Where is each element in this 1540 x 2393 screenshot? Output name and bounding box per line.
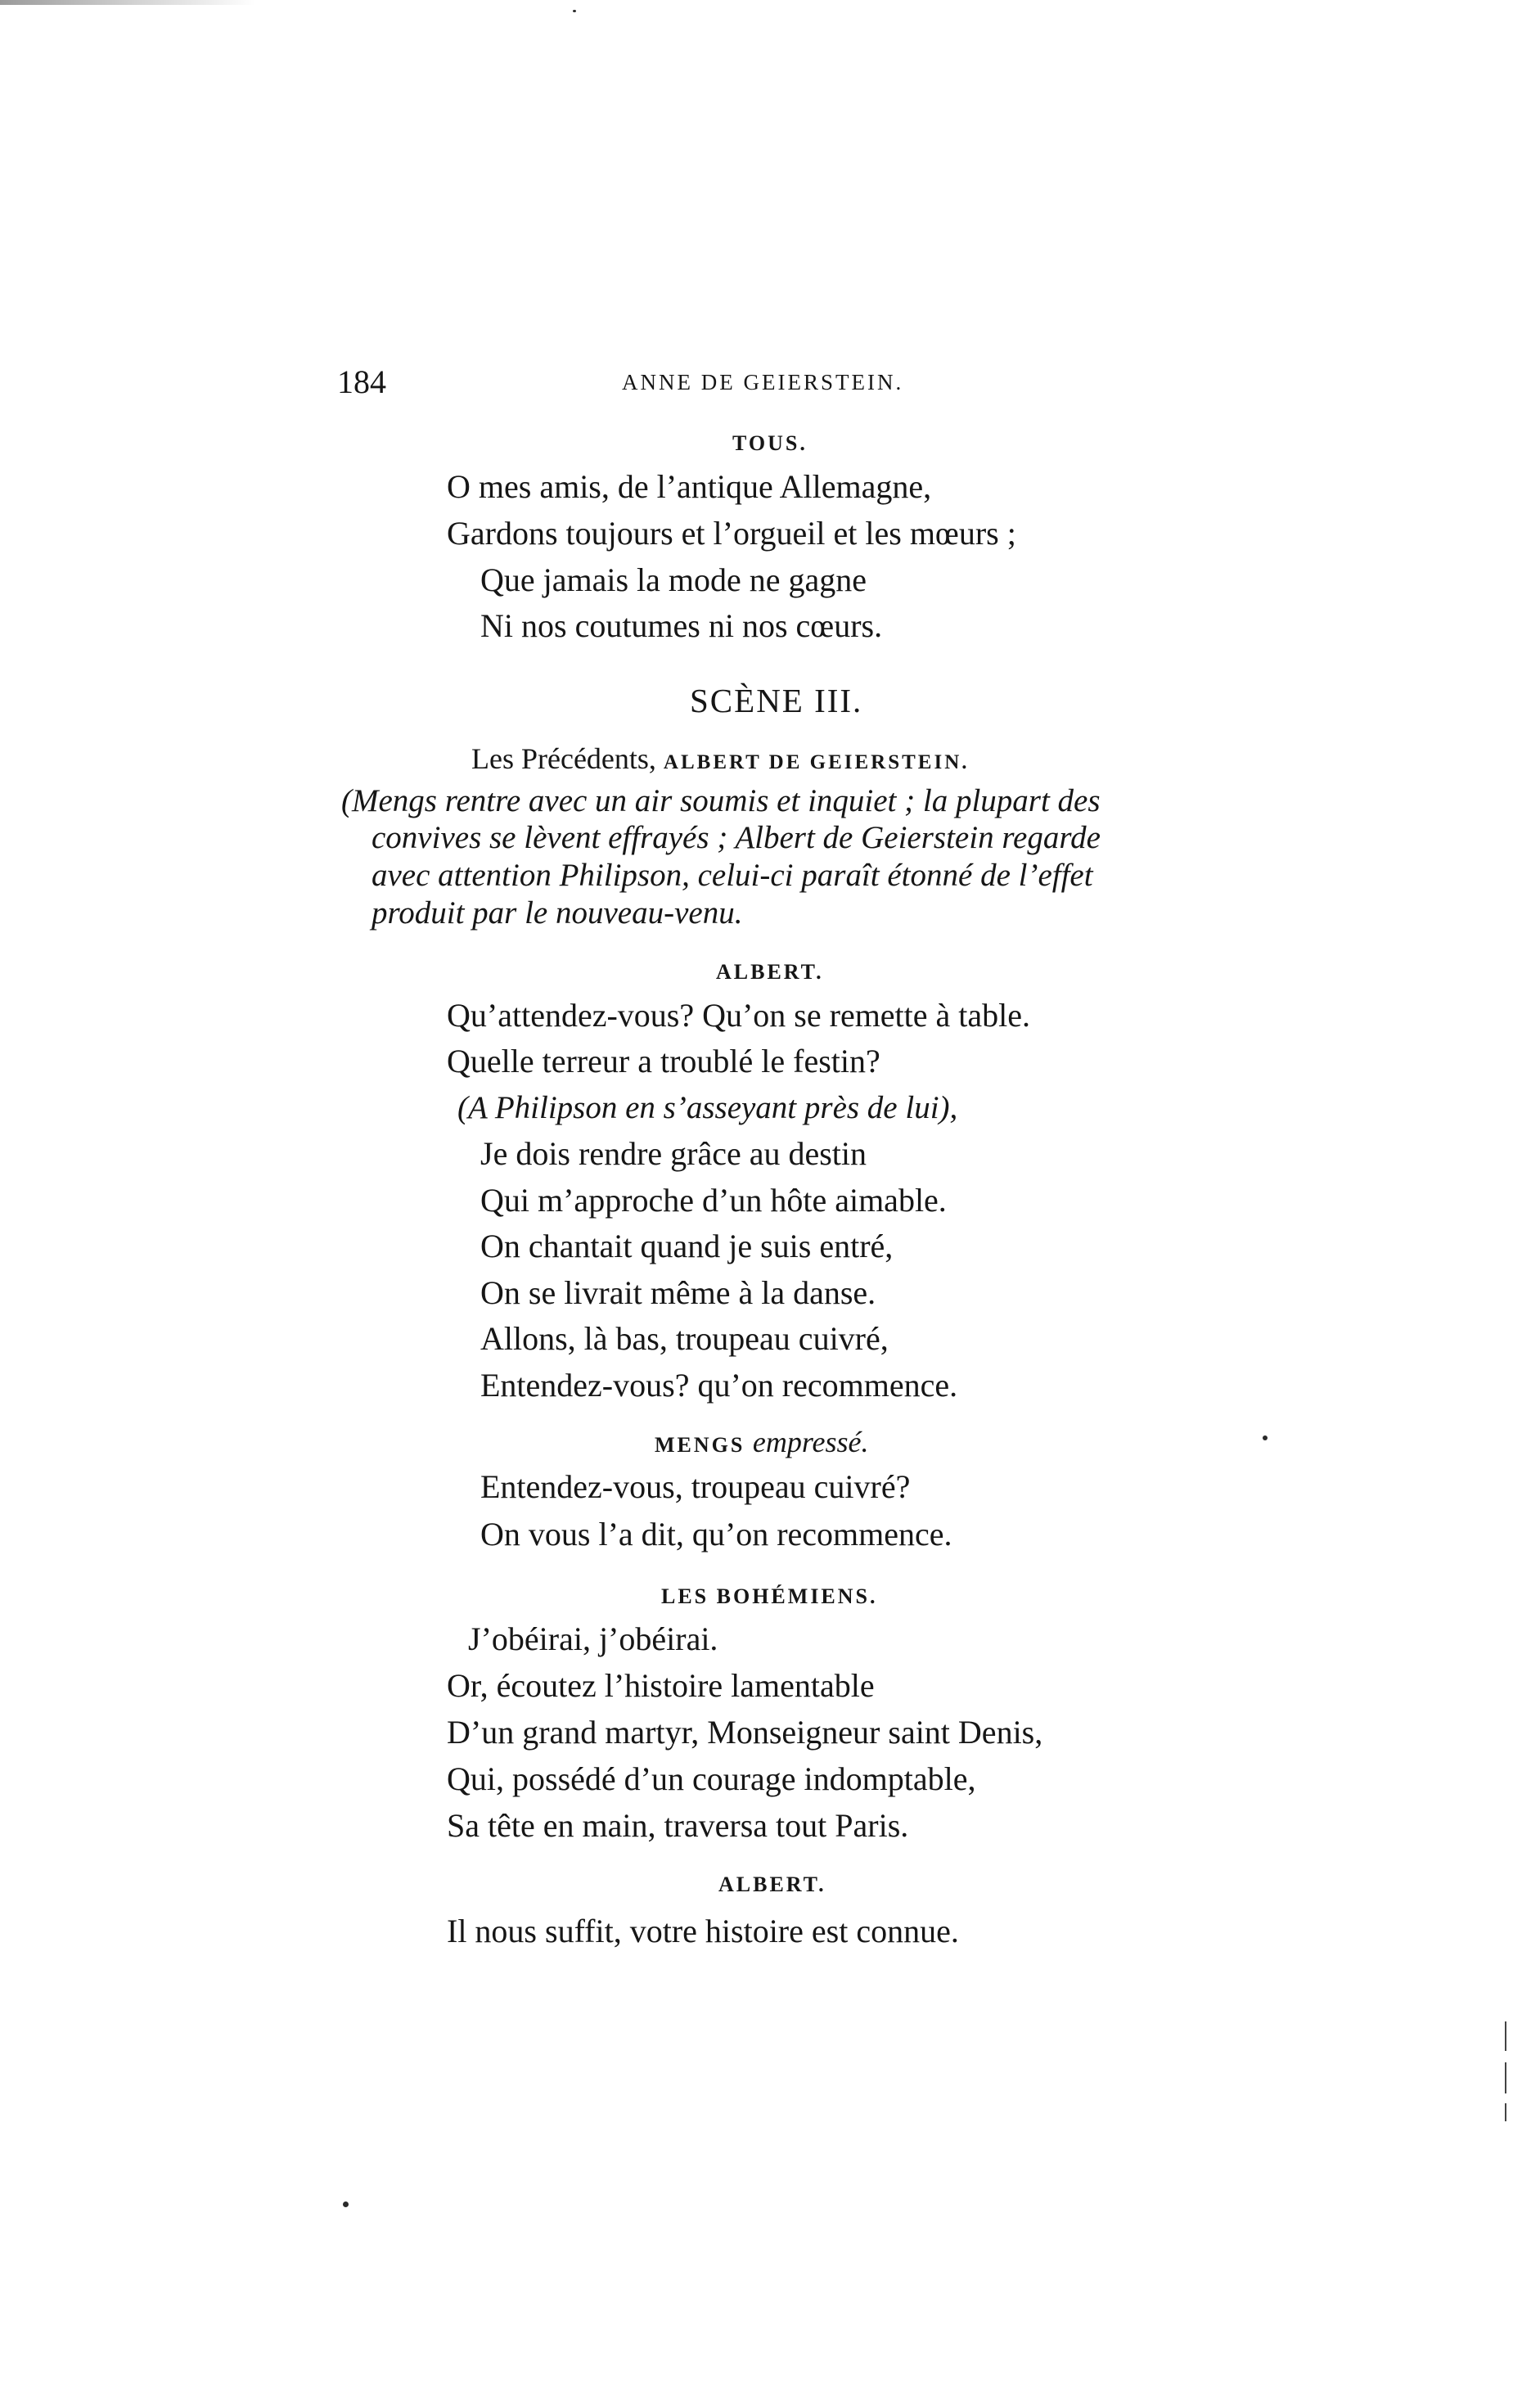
speaker-bohemiens: LES BOHÉMIENS. (661, 1584, 878, 1608)
stage-direction-line: (Mengs rentre avec un air soumis et inquiet ; la plupart des (341, 783, 1101, 818)
verse-line: Or, écoutez l’histoire lamentable (447, 1667, 875, 1704)
verse-line: Sa tête en main, traversa tout Paris. (447, 1807, 909, 1844)
margin-mark (1505, 2103, 1506, 2121)
verse-line: Entendez-vous, troupeau cuivré? (480, 1468, 911, 1505)
cast-plain: Les Précédents, (471, 742, 656, 775)
scan-speck (573, 10, 576, 12)
verse-line: D’un grand martyr, Monseigneur saint Denis, (447, 1714, 1043, 1751)
verse-line: Qui m’approche d’un hôte aimable. (480, 1182, 947, 1219)
verse-line: Il nous suffit, votre histoire est connue. (447, 1913, 959, 1949)
margin-mark (1505, 2062, 1506, 2093)
verse-line: Ni nos coutumes ni nos cœurs. (480, 607, 883, 644)
verse-line: Entendez-vous? qu’on recommence. (480, 1367, 958, 1404)
verse-line: Que jamais la mode ne gagne (480, 561, 867, 598)
margin-mark (1505, 2021, 1506, 2051)
cast-caps: ALBERT DE GEIERSTEIN. (663, 751, 970, 773)
verse-line: Allons, là bas, troupeau cuivré, (480, 1320, 889, 1357)
stage-direction-line: produit par le nouveau-venu. (371, 895, 743, 931)
scene-title: SCÈNE III. (690, 682, 863, 719)
verse-line: On vous l’a dit, qu’on recommence. (480, 1516, 952, 1553)
verse-line: Qui, possédé d’un courage indomptable, (447, 1760, 976, 1797)
verse-line: Qu’attendez-vous? Qu’on se remette à table. (447, 997, 1031, 1034)
speaker-note: empressé. (752, 1426, 869, 1458)
running-title: ANNE DE GEIERSTEIN. (622, 370, 904, 394)
scan-edge-noise (0, 0, 426, 5)
scene-cast (471, 741, 970, 780)
verse-line: O mes amis, de l’antique Allemagne, (447, 468, 932, 505)
scan-speck (1263, 1435, 1268, 1440)
verse-line: Je dois rendre grâce au destin (480, 1135, 867, 1172)
verse-line: J’obéirai, j’obéirai. (468, 1620, 718, 1657)
verse-line: On se livrait même à la danse. (480, 1274, 876, 1311)
speaker-albert: ALBERT. (718, 1872, 826, 1896)
verse-line: Gardons toujours et l’orgueil et les mœurs ; (447, 515, 1016, 552)
scan-speck (343, 2201, 349, 2207)
speaker-tous: TOUS. (732, 431, 808, 455)
verse-line: On chantait quand je suis entré, (480, 1228, 894, 1264)
stage-direction-line: convives se lèvent effrayés ; Albert de Geierstein regarde (371, 820, 1101, 855)
speaker-mengs (655, 1426, 869, 1458)
speaker-albert: ALBERT. (716, 960, 824, 984)
speaker-name: MENGS (655, 1433, 745, 1457)
page-number: 184 (337, 363, 386, 400)
stage-direction-line: (A Philipson en s’asseyant près de lui), (457, 1090, 958, 1125)
verse-line: Quelle terreur a troublé le festin? (447, 1043, 880, 1079)
stage-direction-line: avec attention Philipson, celui-ci paraît étonné de l’effet (371, 858, 1093, 893)
